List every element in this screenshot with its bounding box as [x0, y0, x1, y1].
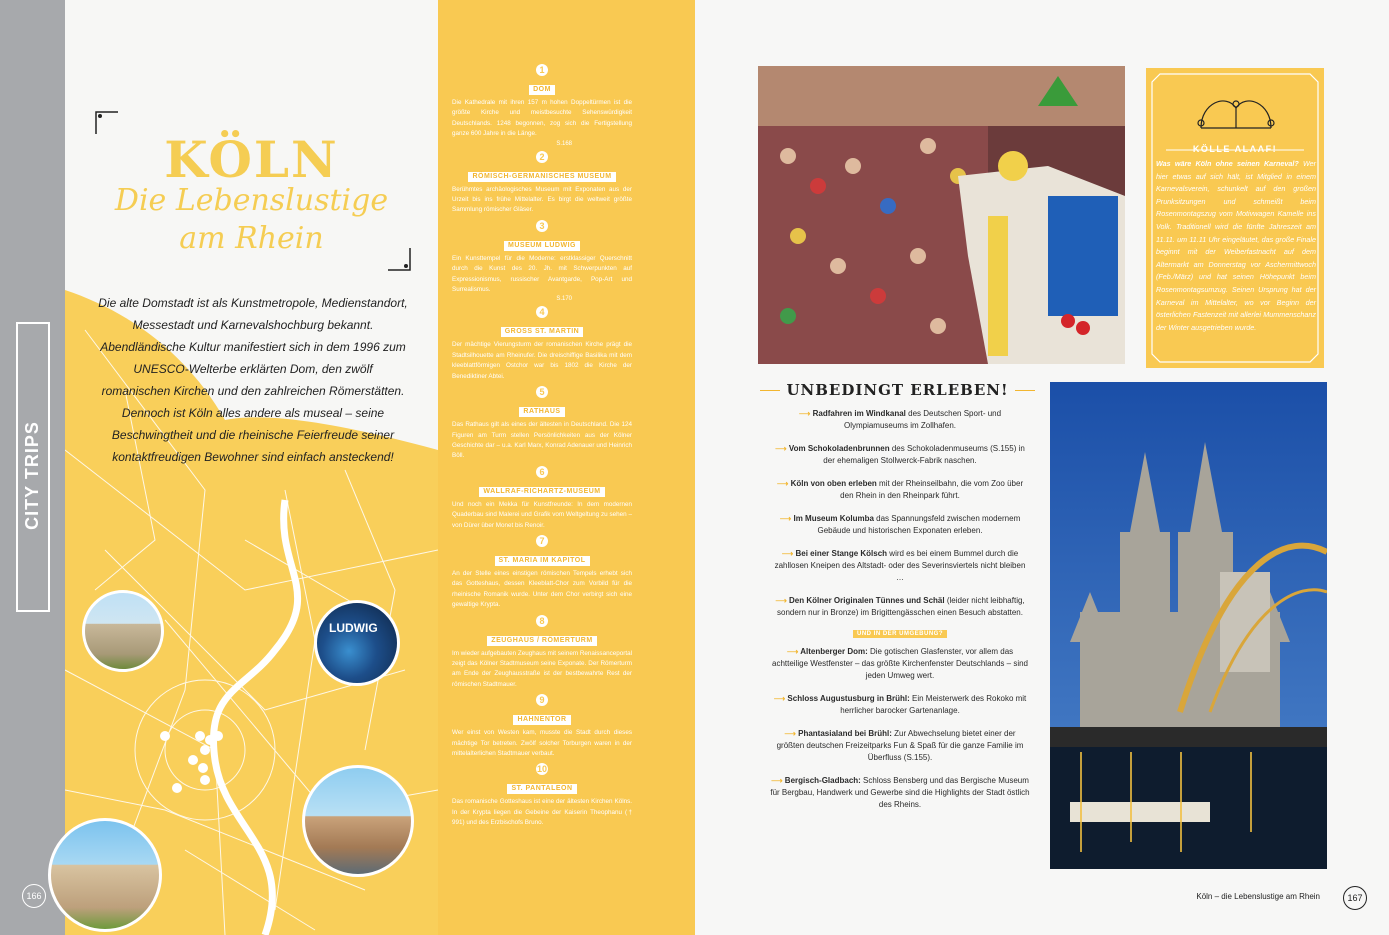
- info-box-body: Wer hier etwas auf sich hält, ist Mitglied in einem Karnevalsverein, schunkelt auf den großen Prunksitzungen und schmeißt beim Rosenmontagszug vom Motivwagen Kamelle ins Volk. Traditionell wird die fünfte Jahreszeit am 11.11. um 11.11 Uhr eingeläutet, das große Finale beginnt mit der Weiberfastnacht auf dem Altermarkt am Donnerstag vor Aschermittwoch (Feb./März) und hat seinen Höhepunkt beim Rosenmontagsumzug. Seinen Ursprung hat der Karneval im Mittelalter, wo vor Beginn der österlichen Fastenzeit mit allerlei Mummenschanz der Winter ausgetrieben wurde.: [1156, 159, 1316, 332]
- erleben-title: UNBEDINGT ERLEBEN!: [760, 381, 1035, 399]
- carnival-photo: [758, 66, 1125, 364]
- sight-item: [452, 220, 632, 303]
- tip-item: ⟶ Bei einer Stange Kölsch wird es bei einem Bummel durch die zahllosen Kneipen des Altstadt- oder des Severinsviertels nicht bleiben …: [774, 549, 1026, 582]
- sight-number: 10: [536, 764, 547, 775]
- cathedral-photo: [1050, 382, 1327, 869]
- sight-text: Die Kathedrale mit ihren 157 m hohen Doppeltürmen ist die größte Kirche und meistbesuchte Sehenswürdigkeit Deutschlands. 1248 begonnen, zog sich die Fertigstellung ganze 600 Jahre in die Länge.: [452, 99, 632, 138]
- tip-item: ⟶ Köln von oben erleben mit der Rheinseilbahn, die vom Zoo über den Rhein in den Rheinpark führt.: [776, 479, 1024, 500]
- tip-item: ⟶ Den Kölner Originalen Tünnes und Schäl (leider nicht leibhaftig, sondern nur in Bronze) im Brigittengässchen einen Besuch abstatten.: [775, 596, 1025, 617]
- sight-text: Berühmtes archäologisches Museum mit Exponaten aus der Urzeit bis ins frühe Mittelalter. Es birgt die weltweit größte Sammlung römischer Gläser.: [452, 185, 632, 214]
- sight-title: RATHAUS: [519, 407, 564, 417]
- tip-item: ⟶ Im Museum Kolumba das Spannungsfeld zwischen modernem Gebäude und historischen Exponaten erleben.: [779, 514, 1021, 535]
- photo-circle-hahnentor: [82, 590, 164, 672]
- sight-item: [452, 535, 632, 611]
- info-box-text: [1156, 158, 1316, 334]
- tip-item: ⟶ Schloss Augustusburg in Brühl: Ein Meisterwerk des Rokoko mit herrlicher barocker Gartenanlage.: [773, 694, 1027, 715]
- sight-title: ST. PANTALEON: [507, 784, 576, 794]
- page-reference: S.170: [556, 296, 572, 303]
- sight-text: Das romanische Gotteshaus ist eine der ältesten Kirchen Kölns. In der Krypta liegen die Gebeine der Kaiserin Theophanu († 991) und des Erzbischofs Bruno.: [452, 798, 632, 827]
- sight-text: Im wieder aufgebauten Zeughaus mit seinem Renaissanceportal zeigt das Kölner Stadtmuseum seine Exponate. Der Römerturm am Ende der Zeughausstraße ist der bestbewahrte Rest der römischen Stadtmauer.: [452, 649, 632, 688]
- sight-item: [452, 64, 632, 147]
- sight-text: Der mächtige Vierungsturm der romanischen Kirche prägt die Stadtsilhouette am Rheinufer. Die dreischiffige Basilika mit dem kleeblattförmigen Ostchor war bis 1802 die Kirche der Benediktiner Abtei.: [452, 341, 632, 380]
- sight-title: DOM: [529, 85, 555, 95]
- sight-item: [452, 151, 632, 216]
- sight-number: 1: [536, 64, 548, 76]
- subtitle-line-2: am Rhein: [179, 221, 324, 256]
- page-number-right: 167: [1343, 886, 1367, 910]
- surroundings-heading: UND IN DER UMGEBUNG?: [853, 630, 947, 638]
- sight-text: Das Rathaus gilt als eines der ältesten in Deutschland. Die 124 Figuren am Turm stellen Persönlichkeiten aus der Kölner Geschichte dar – u.a. Karl Marx, Konrad Adenauer und Heinrich Böll.: [452, 421, 632, 460]
- page-reference: S.168: [556, 140, 572, 147]
- running-title: Köln – die Lebenslustige am Rhein: [1196, 892, 1320, 901]
- erleben-list: [770, 408, 1030, 822]
- sight-item: [452, 694, 632, 759]
- sight-number: 9: [536, 694, 548, 706]
- subtitle-line-1: Die Lebenslustige: [114, 183, 389, 218]
- sights-list: [452, 64, 632, 833]
- page-title: KÖLN: [164, 130, 339, 189]
- sight-title: HAHNENTOR: [513, 715, 570, 725]
- photo-circle-st-pantaleon: [48, 818, 162, 932]
- tip-item: ⟶ Altenberger Dom: Die gotischen Glasfenster, vor allem das achtteilige Westfenster – das größte Kirchenfenster Deutschlands – sind jeden Umweg wert.: [772, 647, 1028, 680]
- sight-title: RÖMISCH-GERMANISCHES MUSEUM: [468, 172, 615, 182]
- tip-item: ⟶ Phantasialand bei Brühl: Zur Abwechselung bietet einer der größten deutschen Freizeitparks Fun & Spaß für die ganze Familie im Überfluss (S.155).: [776, 729, 1024, 762]
- sight-number: 3: [536, 220, 548, 232]
- sight-text: Wer einst von Westen kam, musste die Stadt durch dieses mächtige Tor betreten. Zwölf solcher Torburgen waren in der mittelalterlichen Stadtmauer verbaut.: [452, 729, 632, 757]
- museum-ludwig-sign: LUDWIG: [329, 621, 378, 635]
- sight-number: 8: [536, 615, 548, 627]
- tip-item: ⟶ Vom Schokoladenbrunnen des Schokoladenmuseums (S.155) in der ehemaligen Stollwerck-Fabrik naschen.: [775, 444, 1025, 465]
- page-number-left: 166: [22, 884, 46, 908]
- photo-circle-museum-ludwig: [314, 600, 400, 686]
- info-box-lead: Was wäre Köln ohne seinen Karneval?: [1156, 159, 1299, 168]
- sight-title: ST. MARIA IM KAPITOL: [495, 556, 590, 566]
- sight-title: WALLRAF-RICHARTZ-MUSEUM: [479, 487, 604, 497]
- sight-number: 5: [536, 386, 548, 398]
- sight-number: 2: [536, 151, 548, 163]
- sight-number: 4: [536, 306, 548, 318]
- sight-item: [452, 763, 632, 828]
- sight-title: MUSEUM LUDWIG: [504, 241, 580, 251]
- sight-number: 6: [536, 466, 548, 478]
- intro-text: Die alte Domstadt ist als Kunstmetropole, Medienstandort, Messestadt und Karnevalshochburg bekannt. Abendländische Kultur manifestiert sich in dem 1996 zum UNESCO-Welterbe erklärten Dom, den zwölf romanischen Kirchen und den zahlreichen Römerstätten. Dennoch ist Köln alles andere als museal – seine Beschwingtheit und die rheinische Feierfreude seiner kontaktfreudigen Bewohner sind einfach ansteckend!: [98, 296, 408, 464]
- tip-item: ⟶ Radfahren im Windkanal des Deutschen Sport- und Olympiamuseums im Zollhafen.: [798, 409, 1002, 430]
- sight-text: Und noch ein Mekka für Kunstfreunde: In dem modernen Quaderbau sind Malerei und Grafik vom Weltgeltung zu sehen – von Dürer über Monet bis Renoir.: [452, 500, 632, 529]
- sight-title: ZEUGHAUS / RÖMERTURM: [487, 636, 596, 646]
- page-subtitle: [65, 182, 438, 258]
- info-box-title: KÖLLE ALAAF!: [1192, 144, 1278, 154]
- sight-text: Ein Kunsttempel für die Moderne: erstklassiger Querschnitt durch die Kunst des 20. Jh. mit Schwerpunkten auf Expressionismus, russischer Avantgarde, Pop-Art und Surrealismus.: [452, 254, 632, 294]
- sight-item: [452, 615, 632, 691]
- sight-item: [452, 386, 632, 462]
- photo-circle-gross-st-martin: [302, 765, 414, 877]
- tip-item: ⟶ Bergisch-Gladbach: Schloss Bensberg und das Bergische Museum für Bergbau, Handwerk und Gewerbe sind die Highlights der Stadt östlich des Rheins.: [770, 776, 1030, 809]
- sight-item: [452, 466, 632, 531]
- sight-title: GROSS ST. MARTIN: [501, 327, 584, 337]
- section-label: CITY TRIPS: [22, 420, 42, 530]
- sight-number: 7: [536, 535, 548, 547]
- sight-item: [452, 306, 632, 382]
- sight-text: An der Stelle eines einstigen römischen Tempels erhebt sich das Gotteshaus, dessen Kleeblatt-Chor zum Vorbild für die rheinische Romanik wurde. Unter dem Chor verbirgt sich eine gewaltige Krypta.: [452, 569, 632, 609]
